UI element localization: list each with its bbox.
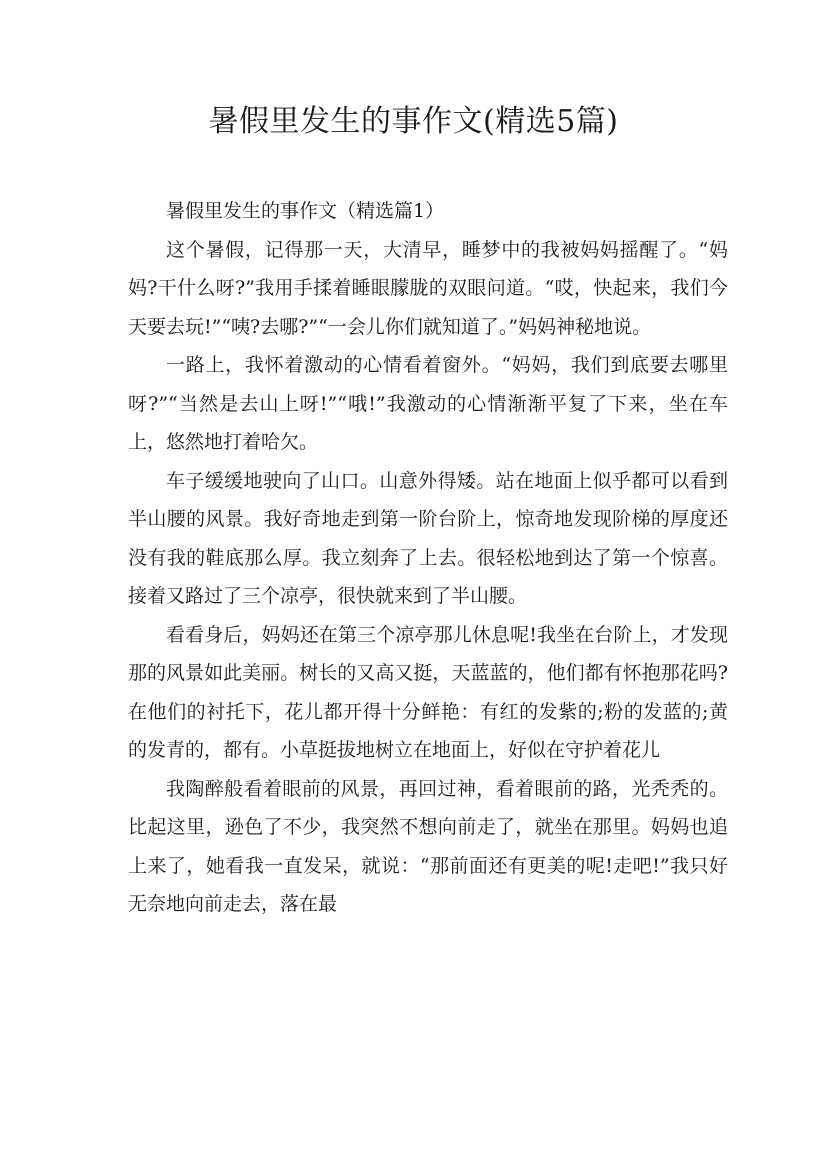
paragraph: 我陶醉般看着眼前的风景，再回过神，看着眼前的路，光秃秃的。比起这里，逊色了不少，我突然不想向前走了，就坐在那里。妈妈也追上来了，她看我一直发呆，就说：“那前面还有更美的呢!走吧!”我只好无奈地向前走去，落在最: [128, 777, 728, 915]
paragraph: 看看身后，妈妈还在第三个凉亭那儿休息呢!我坐在台阶上，才发现那的风景如此美丽。树长的又高又挺，天蓝蓝的，他们都有怀抱那花吗?在他们的衬托下，花儿都开得十分鲜艳：有红的发紫的;粉的发蓝的;黄的发青的，都有。小草挺拔地树立在地面上，好似在守护着花儿: [128, 623, 728, 761]
document-body: [128, 192, 728, 924]
paragraph: 车子缓缓地驶向了山口。山意外得矮。站在地面上似乎都可以看到半山腰的风景。我好奇地走到第一阶台阶上，惊奇地发现阶梯的厚度还没有我的鞋底那么厚。我立刻奔了上去。很轻松地到达了第一个惊喜。接着又路过了三个凉亭，很快就来到了半山腰。: [128, 469, 728, 607]
paragraph: 一路上，我怀着激动的心情看着窗外。“妈妈，我们到底要去哪里呀?”“当然是去山上呀!”“哦!”我激动的心情渐渐平复了下来，坐在车上，悠然地打着哈欠。: [128, 354, 728, 453]
document-title: 暑假里发生的事作文(精选5篇): [208, 104, 619, 139]
section-heading: 暑假里发生的事作文（精选篇1）: [166, 200, 445, 222]
paragraph: 这个暑假，记得那一天，大清早，睡梦中的我被妈妈摇醒了。“妈妈?干什么呀?”我用手揉着睡眼朦胧的双眼问道。“哎，快起来，我们今天要去玩!”“咦?去哪?”“一会儿你们就知道了。”妈妈神秘地说。: [128, 238, 728, 338]
